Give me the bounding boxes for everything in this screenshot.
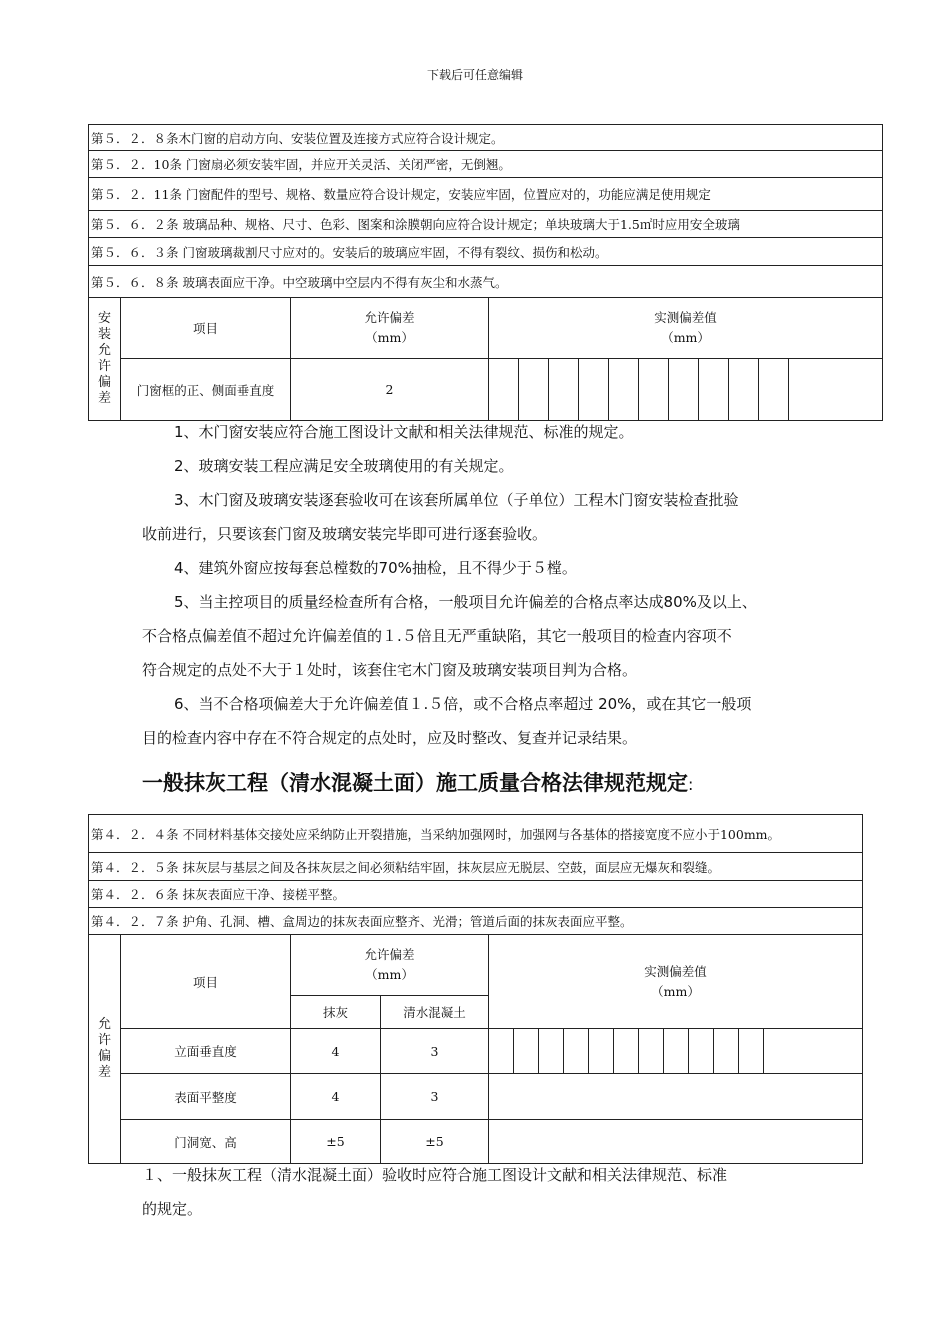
section-title-plastering: 一般抹灰工程（清水混凝土面）施工质量合格法律规范规定: xyxy=(142,771,694,795)
measured-cell xyxy=(699,359,729,421)
measured-cells-merged xyxy=(489,1120,863,1164)
measured-cell xyxy=(539,1029,564,1074)
rule-row: 第５．２．10条 门窗扇必须安装牢固，并应开关灵活、关闭严密，无倒翘。 xyxy=(89,151,883,178)
rule-row: 第５．６．２条 玻璃品种、规格、尺寸、色彩、图案和涂膜朝向应符合设计规定；单块玻璃大于1.5㎡时应用安全玻璃 xyxy=(89,211,883,238)
note-line: 的规定。 xyxy=(142,1200,203,1218)
header-note: 下载后可任意编辑 xyxy=(426,68,523,82)
measured-cell xyxy=(789,359,883,421)
row-value-concrete: 3 xyxy=(381,1029,489,1074)
rule-row: 第４．２．４条 不同材料基体交接处应采纳防止开裂措施，当采纳加强网时，加强网与各基体的搭接宽度不应小于100mm。 xyxy=(89,815,863,853)
measured-cell xyxy=(639,1029,664,1074)
measured-cell xyxy=(714,1029,739,1074)
note-line: 收前进行，只要该套门窗及玻璃安装完毕即可进行逐套验收。 xyxy=(142,525,548,543)
note-line: 1、木门窗安装应符合施工图设计文献和相关法律规范、标准的规定。 xyxy=(174,423,634,441)
note-line: 符合规定的点处不大于１处时，该套住宅木门窗及玻璃安装项目判为合格。 xyxy=(142,661,638,679)
measured-cell xyxy=(609,359,639,421)
measured-cell xyxy=(664,1029,689,1074)
row-item-frame-verticality: 门窗框的正、侧面垂直度 xyxy=(121,359,291,421)
column-header-item: 项目 xyxy=(121,298,291,359)
column-subheader-fair-faced-concrete: 清水混凝土 xyxy=(381,996,489,1029)
measured-cell xyxy=(689,1029,714,1074)
side-label-tolerance: 允 许 偏 差 xyxy=(89,935,121,1164)
measured-cell xyxy=(759,359,789,421)
measured-cell xyxy=(764,1029,863,1074)
measured-cell xyxy=(519,359,549,421)
row-item: 门洞宽、高 xyxy=(121,1120,291,1164)
rule-row: 第５．２．８条木门窗的启动方向、安装位置及连接方式应符合设计规定。 xyxy=(89,125,883,151)
row-allowed-value: 2 xyxy=(291,359,489,421)
rule-row: 第４．２．６条 抹灰表面应干净、接槎平整。 xyxy=(89,881,863,908)
row-value-plaster: 4 xyxy=(291,1074,381,1120)
column-header-measured-deviation: 实测偏差值 （mm） xyxy=(489,935,863,1029)
measured-cell xyxy=(579,359,609,421)
note-line: １、一般抹灰工程（清水混凝土面）验收时应符合施工图设计文献和相关法律规范、标准 xyxy=(142,1166,728,1184)
measured-cell xyxy=(729,359,759,421)
note-line: 3、木门窗及玻璃安装逐套验收可在该套所属单位（子单位）工程木门窗安装检查批验 xyxy=(174,491,739,509)
measured-cell xyxy=(669,359,699,421)
note-line: 不合格点偏差值不超过允许偏差值的１.５倍且无严重缺陷，其它一般项目的检查内容项不 xyxy=(142,627,732,645)
note-line: 4、建筑外窗应按每套总樘数的70%抽检，且不得少于５樘。 xyxy=(174,559,577,577)
measured-cell xyxy=(489,1029,514,1074)
wood-window-acceptance-table xyxy=(88,124,883,421)
notes-plastering xyxy=(142,1158,822,1226)
measured-cell xyxy=(489,359,519,421)
measured-cell xyxy=(739,1029,764,1074)
note-line: 5、当主控项目的质量经检查所有合格，一般项目允许偏差的合格点率达成80%及以上、 xyxy=(174,593,757,611)
note-line: 2、玻璃安装工程应满足安全玻璃使用的有关规定。 xyxy=(174,457,514,475)
rule-row: 第５．６．３条 门窗玻璃裁割尺寸应对的。安装后的玻璃应牢固，不得有裂纹、损伤和松动。 xyxy=(89,238,883,266)
measured-cell xyxy=(549,359,579,421)
side-label-installation-tolerance: 安 装 允 许 偏 差 xyxy=(89,298,121,421)
row-value-plaster: 4 xyxy=(291,1029,381,1074)
row-item: 表面平整度 xyxy=(121,1074,291,1120)
plastering-acceptance-table xyxy=(88,814,863,1164)
measured-cell xyxy=(514,1029,539,1074)
rule-row: 第５．２．11条 门窗配件的型号、规格、数量应符合设计规定，安装应牢固，位置应对的，功能应满足使用规定 xyxy=(89,178,883,211)
row-value-concrete: ±5 xyxy=(381,1120,489,1164)
measured-cell xyxy=(614,1029,639,1074)
column-header-allowed-deviation: 允许偏差 （mm） xyxy=(291,935,489,996)
measured-cell xyxy=(639,359,669,421)
column-subheader-plaster: 抹灰 xyxy=(291,996,381,1029)
note-line: 6、当不合格项偏差大于允许偏差值１.５倍，或不合格点率超过 20%，或在其它一般项 xyxy=(174,695,752,713)
measured-cell xyxy=(564,1029,589,1074)
row-value-concrete: 3 xyxy=(381,1074,489,1120)
notes-wood-window xyxy=(142,415,822,755)
note-line: 目的检查内容中存在不符合规定的点处时，应及时整改、复查并记录结果。 xyxy=(142,729,638,747)
rule-row: 第４．２．７条 护角、孔洞、槽、盒周边的抹灰表面应整齐、光滑；管道后面的抹灰表面应平整。 xyxy=(89,908,863,935)
row-item: 立面垂直度 xyxy=(121,1029,291,1074)
row-value-plaster: ±5 xyxy=(291,1120,381,1164)
measured-cell xyxy=(589,1029,614,1074)
column-header-measured-deviation: 实测偏差值 （mm） xyxy=(489,298,883,359)
column-header-allowed-deviation: 允许偏差 （mm） xyxy=(291,298,489,359)
rule-row: 第５．６．８条 玻璃表面应干净。中空玻璃中空层内不得有灰尘和水蒸气。 xyxy=(89,266,883,298)
rule-row: 第４．２．５条 抹灰层与基层之间及各抹灰层之间必须粘结牢固，抹灰层应无脱层、空鼓，面层应无爆灰和裂缝。 xyxy=(89,853,863,881)
measured-cells-merged xyxy=(489,1074,863,1120)
column-header-item: 项目 xyxy=(121,935,291,1029)
